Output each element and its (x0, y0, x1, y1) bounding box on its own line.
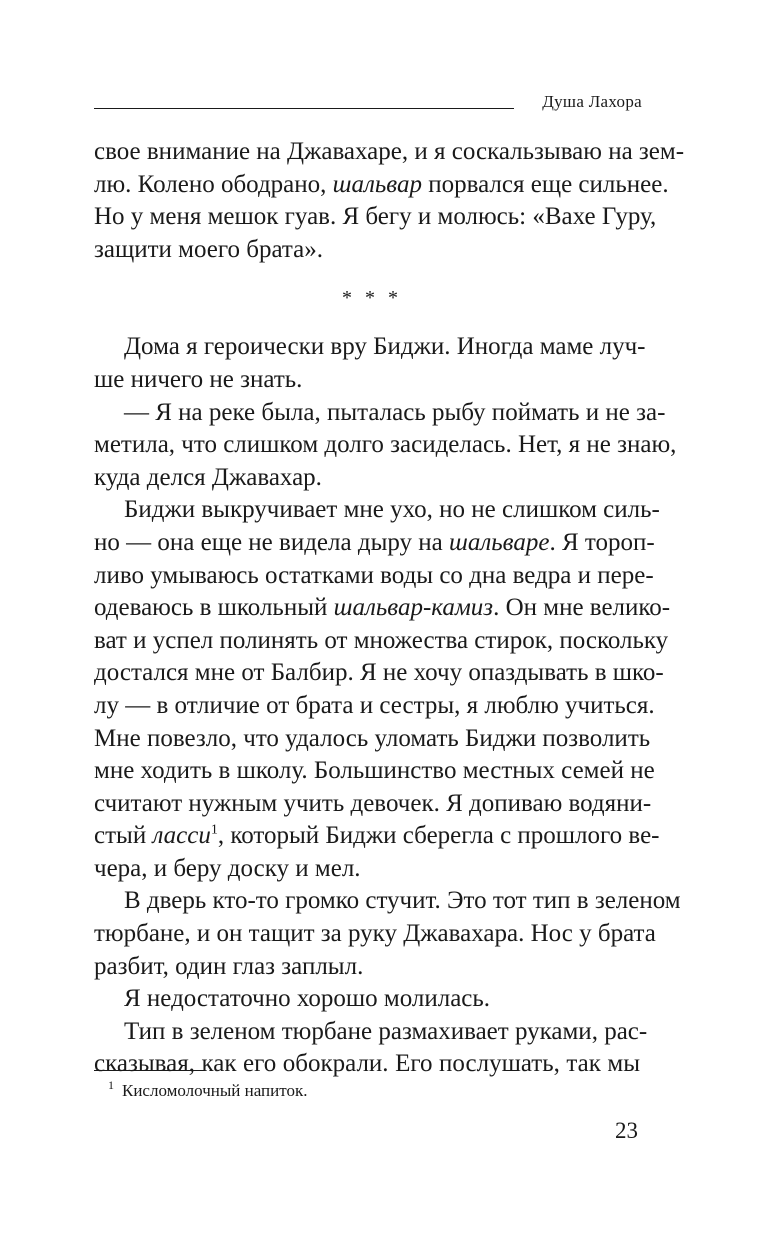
text-line: мне ходить в школу. Большинство местных семей не (94, 757, 655, 785)
text-line: лю. Колено ободрано, шальвар порвался еще сильнее. (94, 170, 669, 198)
footnote (108, 1080, 307, 1102)
footnote-text: Кисломолочный напиток. (122, 1081, 308, 1100)
text-line: защити моего брата». (94, 235, 324, 263)
running-header (94, 90, 642, 114)
footnote-rule (94, 1070, 204, 1071)
text-line: Но у меня мешок гуав. Я бегу и молюсь: «Вахе Гуру, (94, 203, 657, 231)
text-line: считают нужным учить девочек. Я допиваю водяни- (94, 789, 652, 817)
text-line: ливо умываюсь остатками воды со дна ведра и пере- (94, 561, 654, 589)
text-line: но — она еще не видела дыру на шальваре. Я тороп- (94, 528, 655, 556)
text-line: метила, что слишком долго засиделась. Нет, я не знаю, (94, 431, 677, 459)
text-line: сказывая, как его обокрали. Его послушать, так мы (94, 1050, 640, 1078)
header-rule (94, 108, 514, 109)
text-line: В дверь кто-то громко стучит. Это тот тип в зеленом (124, 887, 681, 915)
text-line: чера, и беру доску и мел. (94, 854, 361, 882)
italic-term: шальвар (332, 170, 422, 198)
text-line: тюрбане, и он тащит за руку Джавахара. Нос у брата (94, 920, 656, 948)
body-text (94, 136, 685, 1081)
footnote-reference: 1 (210, 822, 218, 838)
page-number: 23 (615, 1118, 638, 1143)
text-line: Дома я героически вру Биджи. Иногда маме луч- (124, 333, 646, 361)
text-line: Я недостаточно хорошо молилась. (124, 985, 491, 1013)
text-line: одеваюсь в школьный шальвар-камиз. Он мне велико- (94, 594, 671, 622)
text-line: Мне повезло, что удалось уломать Биджи позволить (94, 724, 651, 752)
text-line: лу — в отличие от брата и сестры, я люблю учиться. (94, 691, 655, 719)
running-title: Душа Лахора (542, 92, 642, 111)
section-separator: * * * (342, 287, 402, 310)
footnote-mark: 1 (108, 1078, 114, 1093)
text-line: свое внимание на Джавахаре, и я соскальзываю на зем- (94, 138, 685, 165)
italic-term: шальваре (449, 528, 550, 556)
text-line: ват и успел полинять от множества стирок, поскольку (94, 626, 669, 654)
text-line: — Я на реке была, пыталась рыбу поймать и не за- (124, 398, 666, 426)
text-line: ше ничего не знать. (94, 365, 303, 393)
text-line: Биджи выкручивает мне ухо, но не слишком силь- (124, 496, 660, 524)
text-line: достался мне от Балбир. Я не хочу опаздывать в шко- (94, 659, 664, 687)
italic-term: ласси (152, 822, 211, 850)
italic-term: шальвар-камиз (333, 594, 494, 622)
text-line: стый ласси$^1$, который Биджи сберегла с прошлого ве- (94, 822, 660, 850)
text-line: Тип в зеленом тюрбане размахивает руками, рас- (124, 1017, 648, 1045)
text-line: разбит, один глаз заплыл. (94, 952, 364, 980)
text-line: куда делся Джавахар. (94, 463, 322, 491)
